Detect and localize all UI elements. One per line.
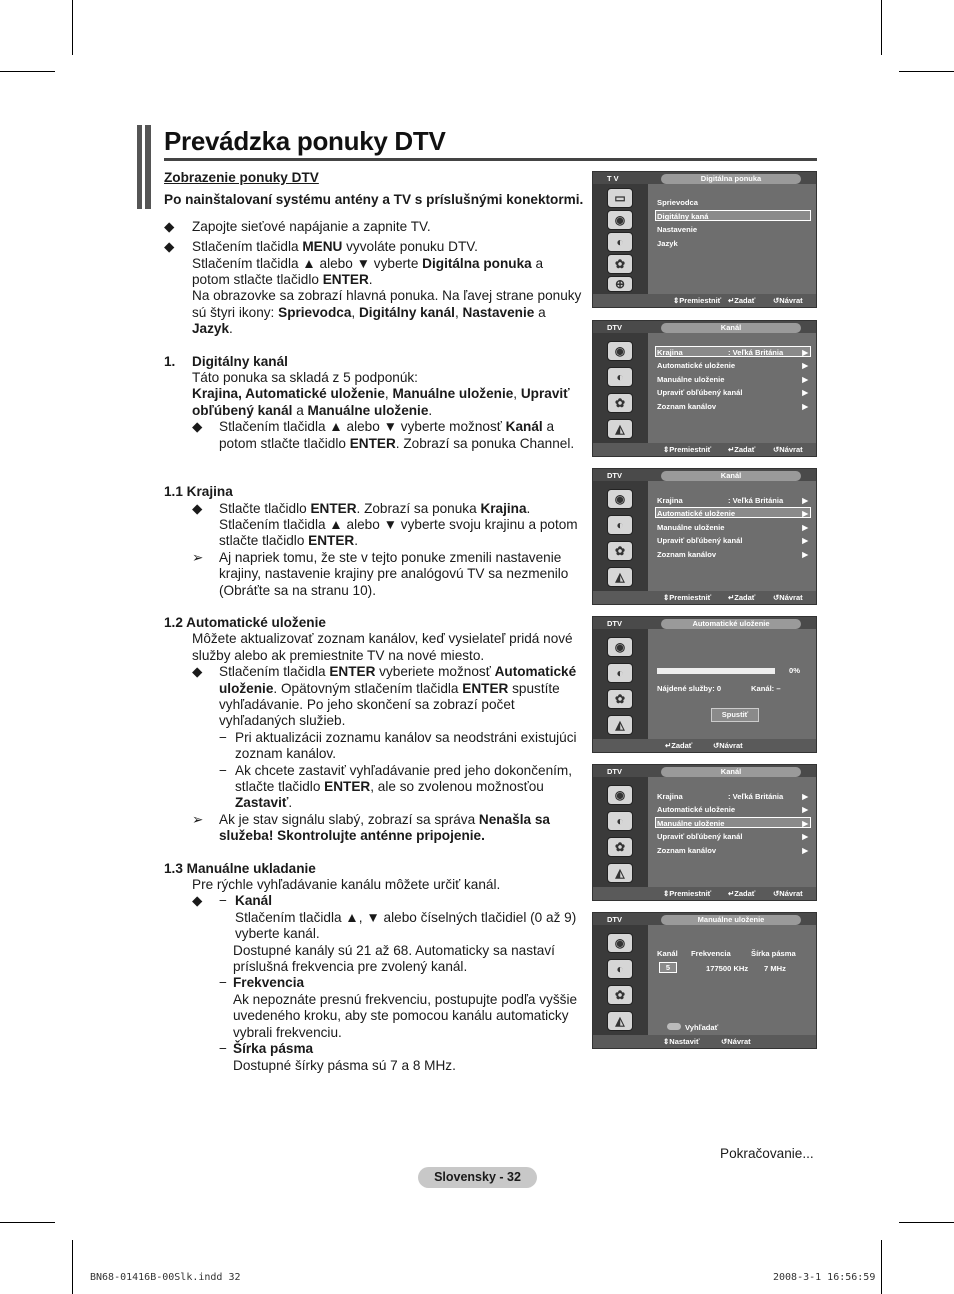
crop-mark	[0, 71, 55, 72]
progress-bar	[657, 668, 775, 674]
setup-icon: ◐	[607, 515, 633, 535]
screen-channel-krajina: DTV Kanál ◉ ◐ ✿ ◭ Krajina : Veľká Británia ▶ Automatické uloženie ▶ Manuálne uloženie ▶ Upraviť obľúbený kanál ▶ Zoznam kanálov ▶ ⇕ Premiestniť ↵ Zadať ↺ Návrat	[592, 320, 817, 457]
language-icon: ◭	[607, 863, 633, 883]
section-1-title: 1. Digitálny kanál	[164, 353, 288, 369]
bullet-2: ◆ Stlačením tlačidla MENU vyvoláte ponuku DTV. Stlačením tlačidla ▲ alebo ▼ vyberte Digitálna ponuka a potom stlačte tlačidlo ENTER. Na obrazovke sa zobrazí hlavná ponuka. Na ľavej strane ponuky sú štyri ikony: Sprievodca, Digitálny kanál, Nastavenie a Jazyk.	[164, 239, 582, 337]
section-1-3-frek-text: Ak nepoznáte presnú frekvenciu, postupujte podľa vyššie uvedeného kroku, aby ste pomocou kanálu automaticky vybrali frekvenciu.	[233, 991, 578, 1040]
tv-icon: ▭	[607, 188, 633, 208]
section-1-1-note: ➢ Aj napriek tomu, že ste v tejto ponuke zmenili nastavenie krajiny, nastavenie krajiny pre analógovú TV sa nezmenilo (Obráťte sa na stranu 10).	[192, 549, 569, 598]
section-1-3-frek: − Frekvencia	[219, 975, 305, 991]
setup-icon: ◐	[607, 811, 633, 831]
gear-icon: ✿	[607, 393, 633, 413]
search-key-icon	[667, 1023, 681, 1030]
footer-file: BN68-01416B-00Slk.indd 32	[90, 1272, 241, 1283]
footer-date: 2008-3-1 16:56:59	[773, 1272, 876, 1283]
language-icon: ◭	[607, 419, 633, 439]
section-1-2-body: Môžete aktualizovať zoznam kanálov, keď vysielateľ pridá nové služby alebo ak premiestnite TV na nové miesto.	[192, 631, 573, 663]
section-1-3-title: 1.3 Manuálne ukladanie	[164, 860, 316, 876]
channel-icon: ◉	[607, 341, 633, 361]
section-1-1-title: 1.1 Krajina	[164, 484, 233, 500]
section-1-bullet: ◆ Stlačením tlačidla ▲ alebo ▼ vyberte možnosť Kanál a potom stlačte tlačidlo ENTER. Zobrazí sa ponuka Channel.	[192, 419, 575, 451]
screen-channel-manual: DTV Kanál ◉ ◐ ✿ ◭ Krajina : Veľká Británia ▶ Automatické uloženie ▶ Manuálne uloženie ▶ Upraviť obľúbený kanál ▶ Zoznam kanálov ▶ ⇕ Premiestniť ↵ Zadať ↺ Návrat	[592, 764, 817, 901]
title-rule	[164, 158, 817, 161]
channel-icon: ◉	[607, 637, 633, 657]
crop-mark	[72, 0, 73, 55]
screen-auto-store: DTV Automatické uloženie ◉ ◐ ✿ ◭ 0% Nájdené služby: 0 Kanál: – Spustiť ↵ Zadať ↺ Návrat	[592, 616, 817, 753]
continue-label: Pokračovanie...	[720, 1146, 814, 1161]
page-title: Prevádzka ponuky DTV	[164, 126, 446, 156]
channel-field[interactable]: 5	[659, 962, 677, 973]
crop-mark	[72, 1240, 73, 1294]
page-number: Slovensky - 32	[418, 1167, 537, 1188]
setup-icon: ◐	[607, 367, 633, 387]
screen-manual-store: DTV Manuálne uloženie ◉ ◐ ✿ ◭ Kanál Frekvencia Šírka pásma 5 177500 KHz 7 MHz Vyhľadať ⇕ Nastaviť ↺ Návrat	[592, 912, 817, 1049]
section-1-2-dash-2: − Ak chcete zastaviť vyhľadávanie pred jeho dokončením, stlačte tlačidlo ENTER, ale so zvolenou možnosťou Zastaviť.	[219, 762, 573, 811]
setup-icon: ◐	[607, 663, 633, 683]
section-1-2-dash-1: − Pri aktualizácii zoznamu kanálov sa neodstráni existujúci zoznam kanálov.	[219, 729, 577, 762]
section-1-1-bullet: ◆ Stlačte tlačidlo ENTER. Zobrazí sa ponuka Krajina. Stlačením tlačidla ▲ alebo ▼ vyberte svoju krajinu a potom stlačte tlačidlo ENTER.	[192, 500, 578, 549]
section-1-2-note: ➢ Ak je stav signálu slabý, zobrazí sa správa Nenašla sa služeba! Skontrolujte anténne pripojenie.	[192, 811, 550, 844]
language-icon: ◭	[607, 715, 633, 735]
gear-icon: ✿	[607, 541, 633, 561]
channel-icon: ◉	[607, 785, 633, 805]
intro: Po nainštalovaní systému antény a TV s príslušnými konektormi.	[164, 192, 584, 208]
section-1-3-kanal-text: Stlačením tlačidla ▲, ▼ alebo číselných tlačidiel (0 až 9) vyberte kanál.	[235, 909, 577, 942]
gear-icon: ✿	[607, 837, 633, 857]
crop-mark	[899, 1222, 954, 1223]
dtv-icon: ⊕	[607, 276, 633, 292]
section-1-3-sirka: − Šírka pásma	[219, 1041, 314, 1057]
bullet-1: ◆ Zapojte sieťové napájanie a zapnite TV.	[164, 218, 431, 234]
input-icon: ✿	[607, 254, 633, 274]
section-1-3-kanal: ◆ − Kanál	[192, 893, 273, 909]
setup-icon: ◐	[607, 232, 633, 252]
body-text	[164, 170, 584, 1074]
gear-icon: ✿	[607, 689, 633, 709]
channel-icon: ◉	[607, 933, 633, 953]
section-1-2-title: 1.2 Automatické uloženie	[164, 614, 326, 630]
section-heading: Zobrazenie ponuky DTV	[164, 170, 319, 185]
crop-mark	[0, 1222, 55, 1223]
setup-icon: ◐	[607, 959, 633, 979]
gear-icon: ✿	[607, 985, 633, 1005]
crop-mark	[881, 1240, 882, 1294]
start-button[interactable]: Spustiť	[711, 708, 759, 722]
screen-digital-menu: T V Digitálna ponuka ▭ ◉ ◐ ✿ ⊕ Sprievodca Digitálny kaná Nastavenie Jazyk ⇕ Premiestniť ↵ Zadať ↺ Návrat	[592, 171, 817, 308]
section-1-2-bullet: ◆ Stlačením tlačidla ENTER vyberiete možnosť Automatické uloženie. Opätovným stlačením tlačidla ENTER spustíte vyhľadávanie. Po jeho skončení sa zobrazí počet vyhľadaných služieb.	[192, 664, 577, 729]
section-1-3-sirka-text: Dostupné šírky pásma sú 7 a 8 MHz.	[233, 1057, 456, 1073]
screen-channel-auto: DTV Kanál ◉ ◐ ✿ ◭ Krajina : Veľká Británia ▶ Automatické uloženie ▶ Manuálne uloženie ▶ Upraviť obľúbený kanál ▶ Zoznam kanálov ▶ ⇕ Premiestniť ↵ Zadať ↺ Návrat	[592, 468, 817, 605]
section-1-3-body: Pre rýchle vyhľadávanie kanálu môžete určiť kanál.	[192, 877, 501, 893]
language-icon: ◭	[607, 567, 633, 587]
crop-mark	[881, 0, 882, 55]
section-1-body: Táto ponuka sa skladá z 5 podponúk: Krajina, Automatické uloženie, Manuálne uloženie, Upraviť obľúbený kanál a Manuálne uloženie.	[192, 370, 570, 418]
section-1-3-kanal-text2: Dostupné kanály sú 21 až 68. Automaticky sa nastaví príslušná frekvencia pre zvolený kanál.	[233, 942, 555, 975]
language-icon: ◭	[607, 1011, 633, 1031]
channel-icon: ◉	[607, 210, 633, 230]
crop-mark	[899, 71, 954, 72]
title-accent-gap	[142, 125, 145, 209]
channel-icon: ◉	[607, 489, 633, 509]
